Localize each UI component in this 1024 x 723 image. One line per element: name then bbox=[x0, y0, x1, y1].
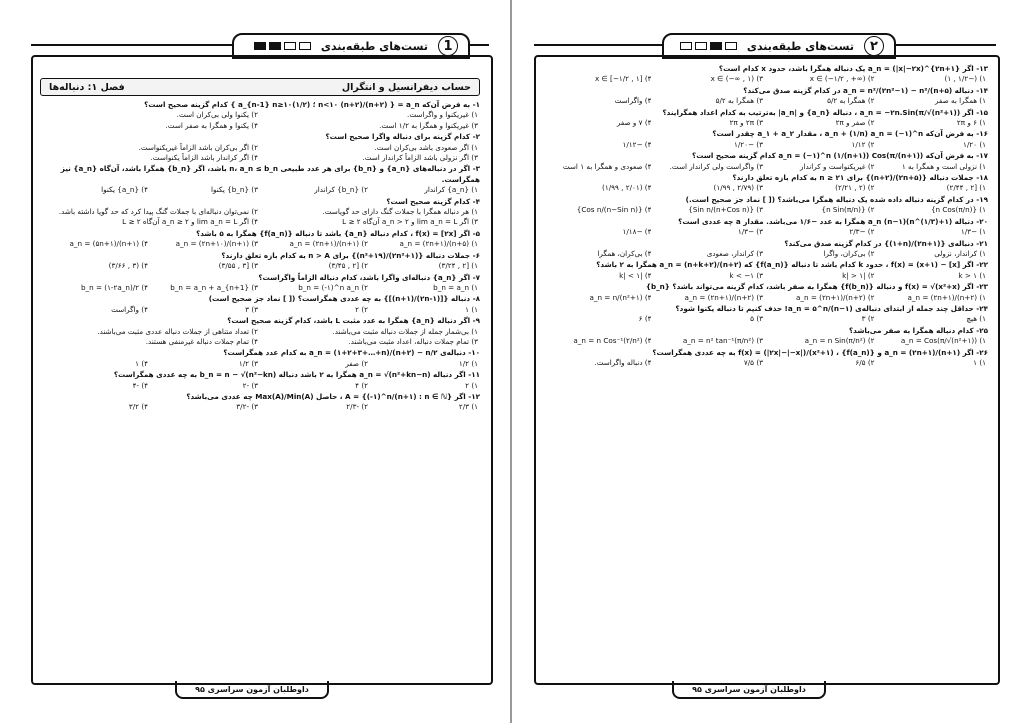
answer-options bbox=[40, 283, 480, 293]
answer-option: ۳) کراندار، صعودی bbox=[706, 248, 763, 258]
question-stem: ۲۳- اگر f(x) = √(x²+x) و دنباله {f(b_n)} همگرا به صفر باشد، کدام گزینه می‌تواند باشد؟ {b_n} bbox=[645, 282, 988, 292]
answer-options bbox=[40, 185, 480, 195]
answer-option: ۴) (۲/۰۱ , ۱/۹۹) bbox=[602, 183, 652, 193]
question-stem: ۲۲- اگر f(x) = (x+۱) − [x] ، حدود k کدام باشد تا دنباله {f(a_n)} که a_n = (n+k+۲)/(n+۲) همگرا به ۲ باشد؟ bbox=[596, 260, 988, 270]
answer-option: ۲) (۲ , ۲/۲۱) bbox=[835, 183, 875, 193]
question-stem: ۸- دنباله {[(۲n-۱)/(n+۱)]} به چه عددی همگراست؟ ([ ] نماد جز صحیح است) bbox=[208, 294, 480, 304]
answer-options bbox=[542, 314, 988, 324]
question-item bbox=[542, 260, 988, 281]
answer-option: ۳) a_n = n² tan⁻¹(π/n²) bbox=[682, 336, 763, 346]
answer-option: ۲) ۱/۱۲ bbox=[851, 139, 875, 149]
question-item bbox=[542, 282, 988, 303]
answer-option: ۴) اگر کراندار باشد الزاماً یکنواست. bbox=[150, 153, 258, 163]
question-stem: ۷- اگر {a_n} دنباله‌ای واگرا باشد، کدام دنباله الزاماً واگراست؟ bbox=[258, 272, 480, 282]
question-item bbox=[542, 239, 988, 260]
answer-option: ۴) صعودی و همگرا به ۱ است bbox=[562, 161, 652, 171]
question-stem: ۱- به فرض آن‌که a_n = { (n+۲)/(n+۲) n<۱۰ ؛ (۱/۲)a_{n-1} n≥۱۰ } کدام گزینه صحیح است؟ bbox=[144, 100, 480, 109]
answer-options bbox=[542, 183, 988, 193]
answer-option: ۱) ۱/۲۰ bbox=[963, 139, 986, 149]
answer-option: ۴) b_n = (۱-۲a_n)/۲ bbox=[80, 282, 148, 292]
answer-option: ۴) ۳/۲ bbox=[128, 402, 148, 412]
question-stem: ۵- اگر f(x) = [۲x] ، کدام دنباله {a_n} باشد تا دنباله {f(a_n)} همگرا به ۵ باشد؟ bbox=[196, 228, 480, 238]
answer-options bbox=[542, 271, 988, 281]
answer-option: ۲) a_n = n Sin(π/n²) bbox=[804, 336, 875, 346]
answer-option: ۱) هر دنباله همگرا با جملات گنگ دارای حد گویاست. bbox=[322, 207, 478, 217]
answer-option: ۲) غیریکنواست و کراندار bbox=[800, 161, 875, 171]
question-item bbox=[40, 251, 480, 272]
answer-option: ۱) [۲ , ۳/۲۴) bbox=[438, 261, 478, 271]
answer-option: ۱) ۲/۳ bbox=[458, 402, 478, 412]
answer-option: ۴) −۱/۱۲ bbox=[622, 139, 652, 149]
question-item bbox=[542, 129, 988, 150]
question-stem: ۲- کدام گزینه برای دنباله واگرا صحیح است؟ bbox=[325, 132, 480, 142]
answer-options bbox=[40, 305, 480, 315]
question-list bbox=[40, 100, 480, 414]
answer-option: ۱) کراندار، نزولی bbox=[934, 248, 986, 258]
answer-option: ۴) تمام جملات دنباله غیرمنفی هستند. bbox=[145, 336, 258, 346]
answer-option: ۱) ۲ bbox=[465, 380, 478, 390]
answer-option: ۴) اگر lim a_n = L و a_n ≥ ۲ آن‌گاه L ≥ ۲ bbox=[122, 217, 258, 227]
answer-options bbox=[542, 227, 988, 237]
answer-option: ۳) (۲/۷۹ , ۱/۹۹) bbox=[713, 183, 763, 193]
question-stem: ۱۳- اگر a_n = (|x|−۲x)^{۲n+۱} یک دنباله همگرا باشد، حدود x کدام است؟ bbox=[718, 64, 988, 73]
question-item bbox=[542, 151, 988, 172]
page-footer: داوطلبان آزمون سراسری ۹۵ bbox=[175, 681, 329, 699]
answer-option: ۳) {b_n} یکنوا bbox=[211, 185, 258, 195]
question-stem: ۲۱- دنباله‌ی {(۱+۲n)/(۱+n)} در کدام گزینه صدق می‌کند؟ bbox=[784, 238, 988, 248]
answer-option: ۱) اگر صعودی باشد بی‌کران است. bbox=[374, 142, 478, 152]
answer-option: ۳) اگر lim a_n = L و a_n > ۲ آن‌گاه L ≥ ۲ bbox=[342, 217, 478, 227]
question-stem: ۱۱- اگر دنباله a_n = √(n²+kn−n) همگرا به ۲ باشد دنباله b_n = n − √(n²−kn) به چه عددی همگراست؟ bbox=[113, 370, 480, 380]
answer-option: ۴) a_n = (۵n+۱)/(n+۱) bbox=[69, 239, 148, 249]
answer-option: ۲) تعداد متناهی از جملات دنباله عددی مثبت می‌باشند. bbox=[97, 326, 258, 336]
decor-boxes bbox=[254, 42, 311, 50]
answer-option: ۲) نمی‌توان دنباله‌ای با جملات گنگ پیدا کرد که حد گویا داشته باشد. bbox=[58, 207, 258, 217]
right-page bbox=[512, 0, 1024, 723]
answer-option: ۱) نزولی است و همگرا به ۱ bbox=[901, 161, 986, 171]
answer-option: ۳) −۱/۳ bbox=[737, 227, 763, 237]
page-number: 1 bbox=[438, 36, 458, 56]
answer-option: ۴) {Cos n/(n−Sin n)} bbox=[576, 205, 652, 215]
answer-option: ۳) ۷/۵ bbox=[743, 357, 763, 367]
chapter-label: فصل ۱: دنباله‌ها bbox=[49, 81, 125, 93]
answer-option: ۱) ۱/۲ bbox=[458, 358, 478, 368]
answer-option: ۳) ۵ bbox=[750, 314, 763, 324]
answer-option: ۱) بی‌شمار جمله از جملات دنباله مثبت می‌باشند. bbox=[332, 326, 478, 336]
question-item bbox=[40, 392, 480, 413]
header-title: تست‌های طبقه‌بندی bbox=[320, 39, 428, 53]
question-stem: ۶- جملات دنباله {(۲n²+۱)/(n²+۱۹)} برای n > A به کدام بازه تعلق دارند؟ bbox=[221, 250, 480, 260]
answer-option: ۳) x ∈ (−∞ , ۱) bbox=[710, 74, 763, 84]
answer-option: ۳) ۱/۲ bbox=[238, 358, 258, 368]
answer-options bbox=[542, 74, 988, 84]
answer-option: ۱) ۱ bbox=[973, 357, 986, 367]
answer-option: ۱) همگرا به صفر bbox=[935, 96, 986, 106]
question-stem: ۱۷- به فرض آن‌که a_n = (−۱)^n (۱/(n+۱)) Cos(π/(n+۱)) کدام گزینه صحیح است؟ bbox=[692, 151, 988, 161]
answer-option: ۱) k > ۱ bbox=[958, 270, 986, 280]
question-item bbox=[40, 229, 480, 250]
question-stem: ۹- اگر دنباله {a_n} همگرا به عدد مثبت L باشد، کدام گزینه صحیح است؟ bbox=[227, 316, 480, 326]
question-stem: ۲۴- حداقل چند جمله از ابتدای دنباله‌ی a_n = ۵^n/(n−۱)! حذف کنیم تا دنباله یکنوا شود؟ bbox=[675, 303, 988, 313]
question-stem: ۱۹- در کدام گزینه دنباله داده شده یک دنباله همگرا می‌باشد؟ ([ ] نماد جز صحیح است.) bbox=[685, 194, 988, 204]
answer-options bbox=[542, 140, 988, 150]
question-stem: ۲۰- دنباله (۱+(۱/۳)^n)(n−۱) a_n همگرا به عدد −۱/۶ می‌باشد. مقدار a چه عددی است؟ bbox=[678, 216, 988, 226]
answer-option: ۴) ۱ bbox=[135, 358, 148, 368]
question-item bbox=[542, 195, 988, 216]
answer-option: ۴) a_n = n/(n²+۱) bbox=[589, 292, 652, 302]
question-stem: ۱۲- اگر A = {(-۱)^n/(n+۱) : n ∈ ℕ} ، حاصل Max(A)/Min(A) چه عددی می‌باشد؟ bbox=[186, 391, 480, 401]
question-item bbox=[542, 108, 988, 129]
question-item bbox=[40, 316, 480, 347]
question-item bbox=[542, 86, 988, 107]
answer-option: ۳) ۲π و ۲π bbox=[729, 118, 763, 128]
question-stem: ۱۸- جملات دنباله {(۲n+۵)/(n+۲)} برای n ≥ ۲۱ به کدام بازه تعلق دارند؟ bbox=[732, 173, 988, 183]
header-title: تست‌های طبقه‌بندی bbox=[746, 39, 854, 53]
answer-option: ۱) a_n = (۲n+۱)/(n+۵) bbox=[399, 239, 478, 249]
answer-option: ۳) [۳ , ۳/۵۵) bbox=[218, 261, 258, 271]
question-item bbox=[542, 173, 988, 194]
answer-option: ۱) −۱/۳ bbox=[960, 227, 986, 237]
answer-option: ۲) همگرا به ۵/۲ bbox=[827, 96, 875, 106]
question-item bbox=[40, 348, 480, 369]
question-stem: ۱۶- به فرض آن‌که a_n + (۱/n) a_n = (−۱)^n ، مقدار a_۱ + a_۲ چقدر است؟ bbox=[712, 129, 988, 139]
answer-option: ۴) {a_n} یکنوا bbox=[101, 185, 148, 195]
question-item bbox=[40, 132, 480, 163]
answer-option: ۳) -۳/۲ bbox=[236, 402, 258, 412]
answer-option: ۴) واگراست bbox=[111, 304, 148, 314]
answer-option: ۲) ۲ bbox=[355, 304, 368, 314]
answer-option: ۲) b_n = (-۱)^n a_n bbox=[298, 282, 368, 292]
answer-option: ۱) b_n = a_n bbox=[433, 282, 478, 292]
decor-boxes bbox=[680, 42, 737, 50]
answer-option: ۴) بی‌کران، همگرا bbox=[597, 248, 652, 258]
answer-option: ۲) -۲/۳ bbox=[346, 402, 368, 412]
answer-options bbox=[40, 327, 480, 348]
answer-option: ۲) −۲/۳ bbox=[849, 227, 875, 237]
answer-option: ۳) همگرا به ۵/۲ bbox=[715, 96, 763, 106]
answer-option: ۴) x ∈ [−۱/۲ , ۱] bbox=[594, 74, 652, 84]
answer-option: ۲) a_n = (۲n+۱)/(n+۲) bbox=[796, 292, 875, 302]
question-stem: ۱۵- اگر a_n = −۲n.Sin(π/√(n²+۱)) ، دنباله {a_n} و |a_n| به‌ترتیب به کدام اعداد همگرایند؟ bbox=[662, 107, 988, 117]
answer-option: ۱) {a_n} کراندار bbox=[424, 185, 478, 195]
answer-option: ۳) تمام جملات دنباله، اعداد مثبت می‌باشند. bbox=[348, 336, 478, 346]
answer-options bbox=[40, 261, 480, 271]
question-item bbox=[542, 304, 988, 325]
answer-option: ۴) یکنوا و همگرا به صفر است. bbox=[165, 120, 258, 130]
answer-options bbox=[40, 359, 480, 369]
question-stem: ۲۵- کدام دنباله همگرا به صفر می‌باشد؟ bbox=[849, 325, 988, 335]
answer-option: ۱) (−۱/۲ , ۱) bbox=[944, 74, 986, 84]
answer-options bbox=[542, 293, 988, 303]
answer-option: ۴) −۱/۱۸ bbox=[622, 227, 652, 237]
chapter-title: حساب دیفرانسیل و انتگرال bbox=[341, 81, 471, 93]
answer-option: ۲) اگر بی‌کران باشد الزاماً غیریکنواست. bbox=[138, 142, 258, 152]
answer-options bbox=[542, 118, 988, 128]
answer-option: ۲) ۶/۵ bbox=[855, 357, 875, 367]
answer-option: ۳) {Sin n/(n+Cos n)} bbox=[688, 205, 763, 215]
answer-option: ۳) b_n = a_n + a_{n+1} bbox=[170, 282, 258, 292]
question-item bbox=[40, 273, 480, 294]
question-stem: ۱۰- دنباله‌ی a_n = (۱+۲+۳+…+n)/(n+۲) − n/۲ به کدام عدد همگراست؟ bbox=[223, 348, 480, 358]
answer-option: ۴) دنباله واگراست. bbox=[594, 357, 652, 367]
page-number: ۲ bbox=[864, 36, 884, 56]
answer-option: ۴) ۶ bbox=[638, 314, 652, 324]
answer-option: ۴) |k| < ۱ bbox=[619, 270, 652, 280]
question-item bbox=[542, 348, 988, 369]
answer-option: ۴) واگراست bbox=[614, 96, 652, 106]
answer-option: ۳) -۲ bbox=[242, 380, 258, 390]
answer-option: ۳) a_n = (۲n+۱۰)/(n+۱) bbox=[175, 239, 258, 249]
question-item bbox=[40, 100, 480, 131]
answer-option: ۴) (۳ , ۳/۶۶) bbox=[108, 261, 148, 271]
answer-option: ۳) k < −۱ bbox=[729, 270, 763, 280]
answer-option: ۲) صفر و ۲π bbox=[835, 118, 875, 128]
question-item bbox=[40, 370, 480, 391]
answer-options bbox=[542, 96, 988, 106]
answer-option: ۳) −۱/۲۰ bbox=[733, 139, 763, 149]
answer-option: ۴) a_n = n Cos⁻¹(۲/n²) bbox=[573, 336, 652, 346]
answer-options bbox=[542, 249, 988, 259]
question-item bbox=[40, 197, 480, 228]
answer-options bbox=[40, 207, 480, 228]
answer-option: ۱) [۲ , ۲/۴۴) bbox=[946, 183, 986, 193]
question-item bbox=[542, 64, 988, 85]
answer-options bbox=[40, 143, 480, 164]
answer-option: ۲) ۴ bbox=[355, 380, 368, 390]
answer-option: ۲) a_n = (۲n+۱)/(n+۱) bbox=[289, 239, 368, 249]
answer-option: ۱) ۱ bbox=[465, 304, 478, 314]
question-stem: ۴- کدام گزینه صحیح است؟ bbox=[386, 196, 480, 206]
answer-option: ۳) غیریکنوا و همگرا به ۱/۲ است. bbox=[379, 120, 478, 130]
answer-option: ۱) غیریکنوا و واگراست. bbox=[407, 110, 478, 120]
answer-options bbox=[40, 239, 480, 249]
question-stem: ۱۴- دنباله a_n = n²/(۲n²−۱) − n²/(n+۵) در کدام گزینه صدق می‌کند؟ bbox=[743, 85, 988, 95]
answer-option: ۱) هیچ bbox=[966, 314, 986, 324]
answer-options bbox=[542, 162, 988, 172]
answer-option: ۲) {n Sin(π/n)} bbox=[821, 205, 875, 215]
answer-option: ۳) a_n = (۲n+۱)/(n+۲) bbox=[684, 292, 763, 302]
answer-option: ۳) ۳ bbox=[245, 304, 258, 314]
answer-options bbox=[542, 336, 988, 346]
question-item bbox=[40, 164, 480, 195]
answer-options bbox=[542, 205, 988, 215]
answer-option: ۲) |k| > ۱ bbox=[842, 270, 875, 280]
answer-option: ۴) ۷ و صفر bbox=[616, 118, 652, 128]
answer-option: ۱) a_n = Cos(π/√(n²+۱)) bbox=[900, 336, 986, 346]
answer-option: ۲) {b_n} کراندار bbox=[314, 185, 368, 195]
question-item bbox=[542, 326, 988, 347]
answer-option: ۲) بی‌کران، واگرا bbox=[823, 248, 875, 258]
answer-option: ۳) واگراست ولی کراندار است. bbox=[669, 161, 763, 171]
answer-option: ۲) صفر bbox=[345, 358, 368, 368]
chapter-bar bbox=[40, 78, 480, 96]
answer-option: ۲) [۲ , ۳/۴۵) bbox=[328, 261, 368, 271]
answer-option: ۱) ۶ و ۲π bbox=[956, 118, 986, 128]
answer-option: ۲) ۳ bbox=[861, 314, 875, 324]
answer-option: ۲) یکنوا ولی بی‌کران است. bbox=[176, 110, 258, 120]
question-item bbox=[542, 217, 988, 238]
question-list bbox=[542, 64, 988, 369]
answer-options bbox=[542, 358, 988, 368]
answer-option: ۱) a_n = (۲n+۱)/(n+۲) bbox=[907, 292, 986, 302]
answer-option: ۲) x ∈ (−۱/۲ , +∞) bbox=[809, 74, 875, 84]
answer-option: ۴) -۴ bbox=[132, 380, 148, 390]
page-footer: داوطلبان آزمون سراسری ۹۵ bbox=[672, 681, 826, 699]
answer-options bbox=[40, 402, 480, 412]
question-stem: ۳- اگر در دنباله‌های {a_n} و {b_n} برای هر عدد طبیعی n، a_n ≤ b_n باشد، اگر {b_n} همگرا باشد، آن‌گاه {a_n} نیز همگراست. bbox=[60, 164, 480, 184]
answer-options bbox=[40, 110, 480, 131]
answer-option: ۳) اگر نزولی باشد الزاماً کراندار است. bbox=[362, 153, 478, 163]
question-stem: ۲۶- اگر a_n = (۲n+۱)/(n+۱) و f(x) = (|۲x|−|−x|)/(x²+۱) ، {f(a_n)} به چه عددی همگراست؟ bbox=[652, 347, 988, 357]
question-item bbox=[40, 294, 480, 315]
answer-option: ۱) {n Cos(π/n)} bbox=[930, 205, 986, 215]
answer-options bbox=[40, 381, 480, 391]
